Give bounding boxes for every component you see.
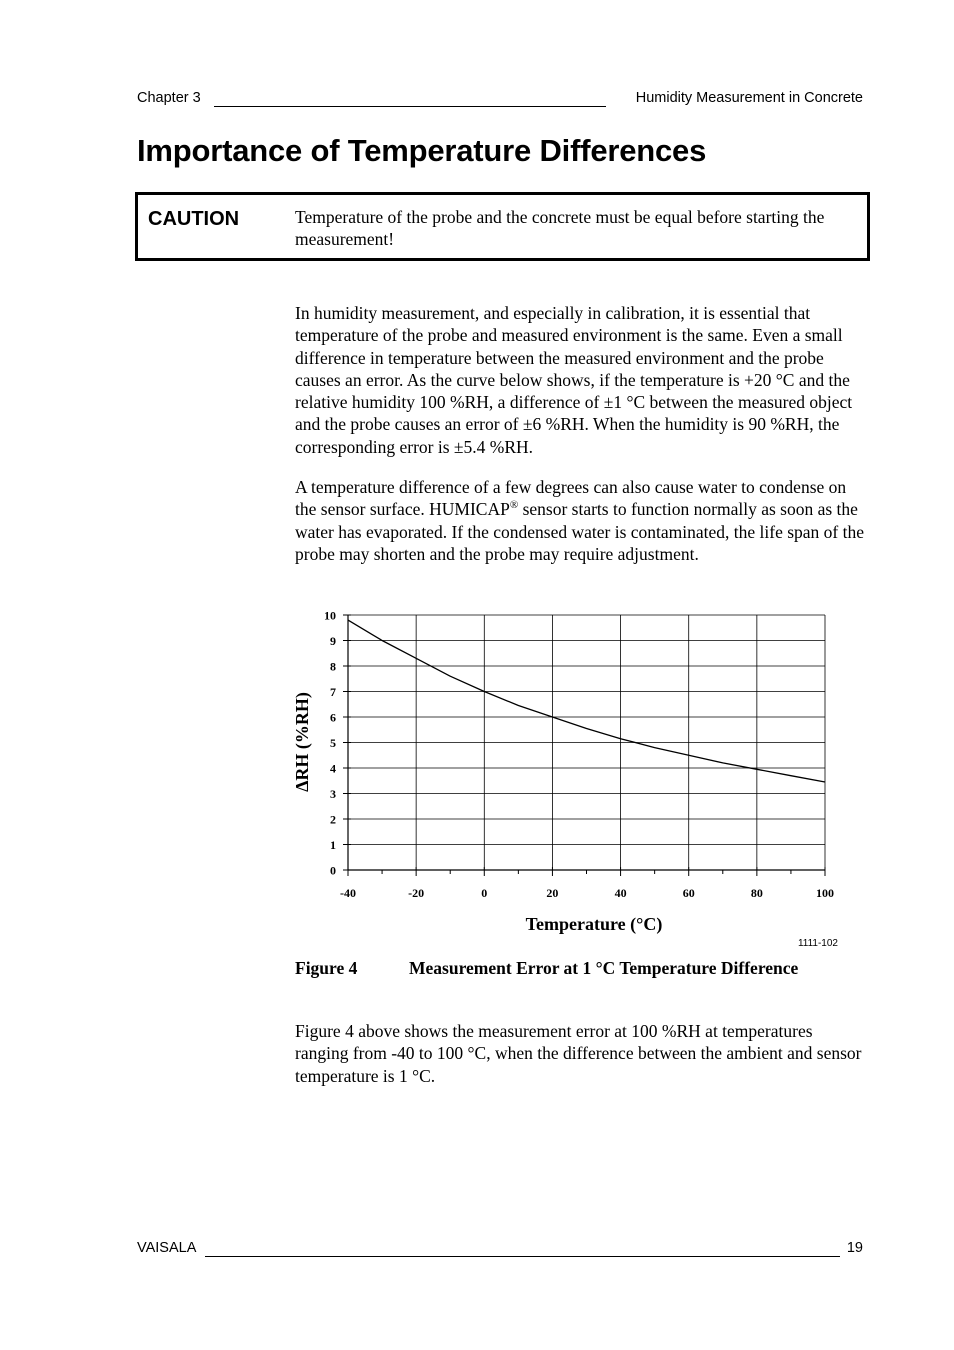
y-tick-label: 0: [330, 863, 336, 878]
paragraph-condensation-part-a: A temperature difference of a few degrees can also cause water to condense on the sensor surface. HUMICAP: [295, 477, 847, 520]
y-tick-label: 3: [330, 787, 336, 801]
y-tick-label: 8: [330, 659, 336, 674]
chart-series: [348, 620, 825, 782]
footer-rule: [205, 1256, 840, 1257]
chart-y-axis-label: ΔRH (%RH): [292, 692, 312, 792]
x-tick-label: 20: [546, 886, 559, 900]
chart-axes: [343, 615, 825, 876]
chart-grid: [348, 615, 825, 870]
header-section: Humidity Measurement in Concrete: [635, 90, 863, 106]
x-tick-label: 60: [682, 886, 695, 900]
y-tick-label: 2: [330, 812, 336, 827]
figure-caption-text: Measurement Error at 1 °C Temperature Difference: [409, 958, 799, 978]
figure-code: 1111-102: [797, 938, 838, 949]
y-tick-label: 7: [330, 685, 336, 699]
caution-label: CAUTION: [148, 208, 240, 230]
y-tick-label: 1: [330, 838, 336, 852]
y-tick-label: 4: [330, 761, 336, 776]
header-chapter: Chapter 3: [137, 90, 201, 106]
caution-text: Temperature of the probe and the concrete must be equal before starting the measurement!: [295, 207, 825, 249]
paragraph-figure-summary: Figure 4 above shows the measurement error at 100 %RH at temperatures ranging from -40 to 100 °C, when the difference between the ambient and sensor temperature is 1 °C.: [295, 1021, 862, 1086]
paragraph-temperature-equality: In humidity measurement, and especially in calibration, it is essential that temperature of the probe and measured environment is the same. Even a small difference in temperature between the measured environment and the probe causes an error. As the curve below shows, if the temperature is +20 °C and the relative humidity 100 %RH, a difference of ±1 °C between the measured object and the probe causes an error of ±6 %RH. When the humidity is 90 %RH, the corresponding error is ±5.4 %RH.: [295, 303, 853, 457]
y-tick-label: 10: [324, 608, 336, 623]
error-curve: [348, 620, 825, 782]
y-tick-label: 9: [330, 634, 336, 648]
paragraph-condensation-part-b: sensor starts to function normally as soon as the water has evaporated. If the condensed water is contaminated, the life span of the probe may shorten and the probe may require adjustment.: [295, 499, 865, 564]
registered-mark: ®: [509, 499, 519, 512]
x-tick-label: 100: [816, 886, 834, 900]
measurement-error-chart: [280, 600, 860, 955]
y-tick-label: 6: [330, 710, 336, 725]
footer-company: VAISALA: [137, 1240, 197, 1256]
x-tick-label: 0: [481, 886, 488, 900]
caution-box: [135, 192, 870, 261]
x-tick-label: 80: [750, 886, 763, 900]
page-number: 19: [846, 1240, 863, 1256]
x-tick-label: -40: [340, 886, 356, 900]
x-tick-label: -20: [408, 886, 425, 900]
chart-x-axis-label: Temperature (°C): [525, 914, 663, 934]
x-tick-label: 40: [614, 886, 627, 900]
chart-tick-labels: [324, 609, 834, 901]
header-rule: [214, 106, 606, 107]
page-header: [137, 90, 863, 110]
page-footer: [137, 1240, 863, 1260]
page-title: Importance of Temperature Differences: [137, 133, 707, 168]
paragraph-condensation: [295, 476, 867, 565]
figure-number: Figure 4: [295, 958, 358, 978]
y-tick-label: 5: [330, 736, 336, 750]
